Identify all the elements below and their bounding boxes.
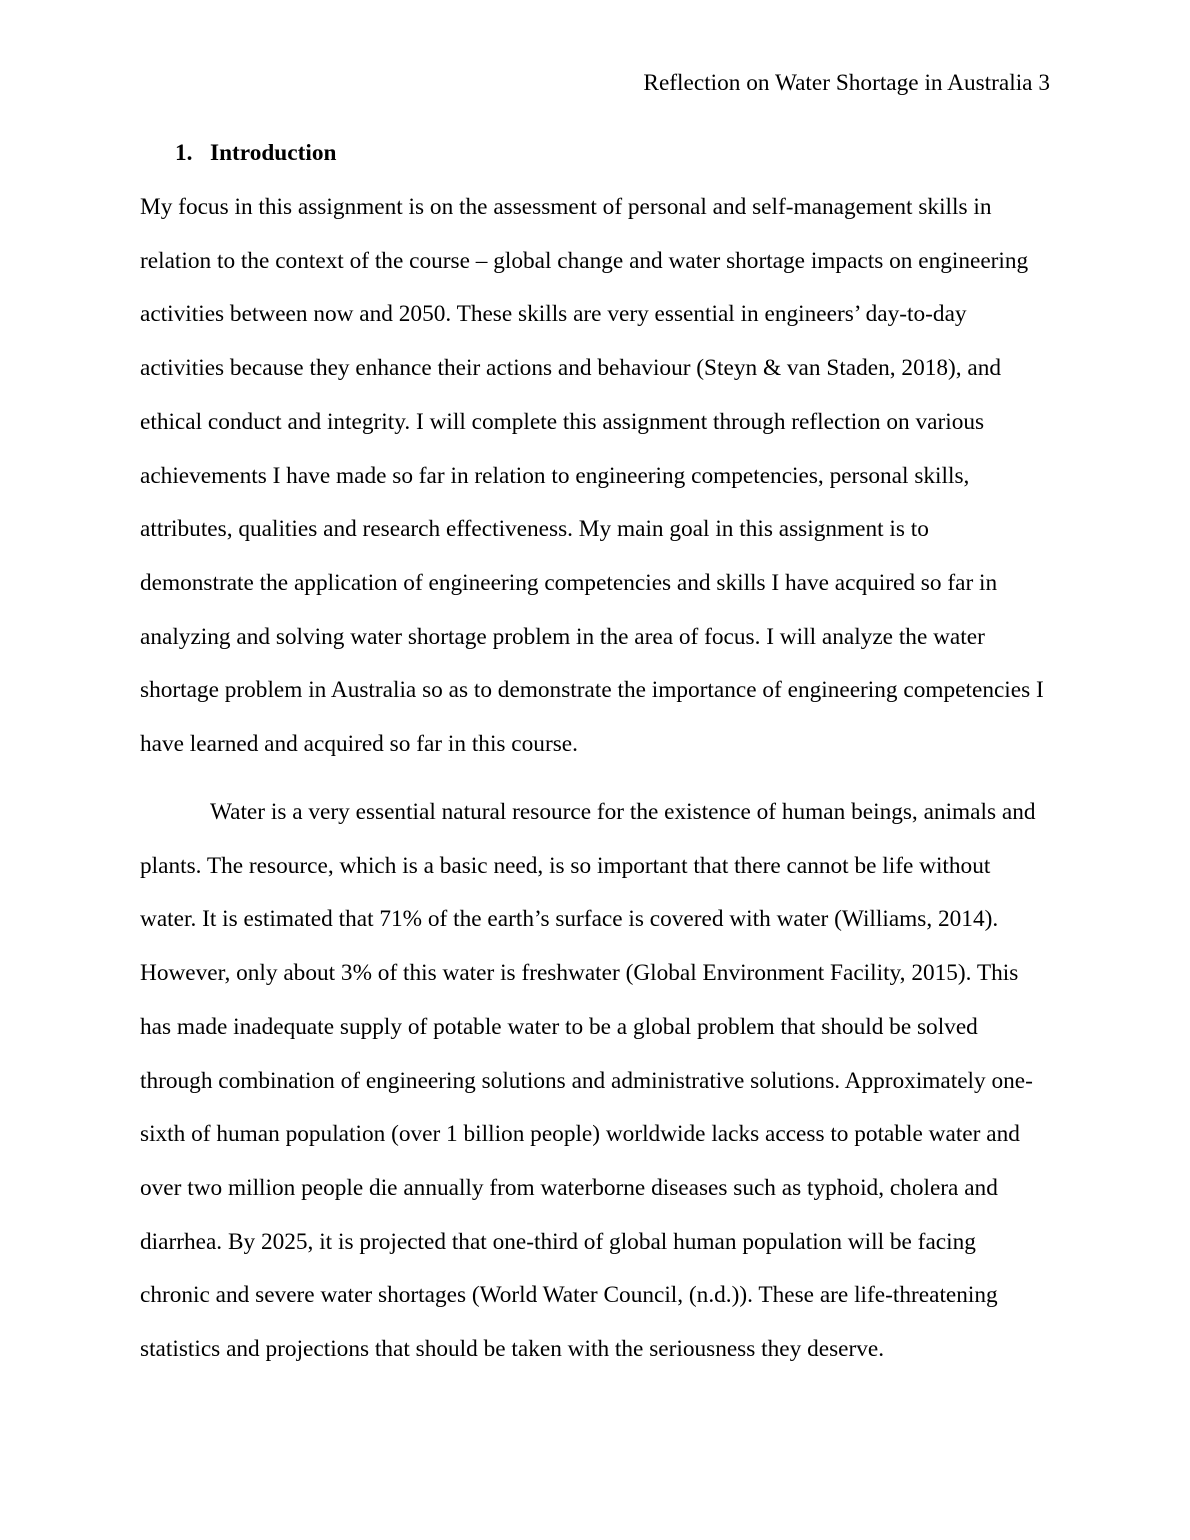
text-line: My focus in this assignment is on the assessment of personal and self-management skills in bbox=[140, 194, 992, 220]
text-line: activities between now and 2050. These skills are very essential in engineers’ day-to-day bbox=[140, 301, 967, 328]
text-line: water. It is estimated that 71% of the earth’s surface is covered with water (Williams, 2014). bbox=[140, 906, 999, 933]
text-line: plants. The resource, which is a basic need, is so important that there cannot be life without bbox=[140, 852, 991, 879]
running-head-title: Reflection on Water Shortage in Australia bbox=[643, 70, 1033, 96]
text-line: through combination of engineering solutions and administrative solutions. Approximately one- bbox=[140, 1067, 1033, 1094]
text-line: attributes, qualities and research effectiveness. My main goal in this assignment is to bbox=[140, 516, 929, 543]
section-title: Introduction bbox=[210, 140, 337, 166]
text-line: relation to the context of the course – global change and water shortage impacts on engineering bbox=[140, 247, 1029, 274]
text-line: ethical conduct and integrity. I will complete this assignment through reflection on various bbox=[140, 408, 985, 435]
text-line: over two million people die annually from waterborne diseases such as typhoid, cholera and bbox=[140, 1174, 998, 1201]
section-number: 1. bbox=[175, 140, 193, 166]
section-heading bbox=[175, 140, 336, 167]
text-line: shortage problem in Australia so as to demonstrate the importance of engineering competencies I bbox=[140, 677, 1044, 704]
paragraph-1 bbox=[140, 181, 1060, 772]
text-line: diarrhea. By 2025, it is projected that one-third of global human population will be facing bbox=[140, 1228, 976, 1255]
text-line: achievements I have made so far in relation to engineering competencies, personal skills, bbox=[140, 462, 970, 489]
text-line: chronic and severe water shortages (World Water Council, (n.d.)). These are life-threatening bbox=[140, 1282, 998, 1309]
running-header bbox=[643, 70, 1050, 97]
text-line: has made inadequate supply of potable water to be a global problem that should be solved bbox=[140, 1013, 978, 1040]
text-line: demonstrate the application of engineering competencies and skills I have acquired so far in bbox=[140, 569, 998, 596]
text-line: activities because they enhance their actions and behaviour (Steyn & van Staden, 2018), and bbox=[140, 355, 1002, 382]
text-line: sixth of human population (over 1 billion people) worldwide lacks access to potable water and bbox=[140, 1121, 1020, 1148]
text-line: have learned and acquired so far in this course. bbox=[140, 731, 578, 758]
paragraph-2 bbox=[140, 786, 1060, 1377]
text-line: analyzing and solving water shortage problem in the area of focus. I will analyze the water bbox=[140, 623, 985, 650]
text-line: However, only about 3% of this water is freshwater (Global Environment Facility, 2015). This bbox=[140, 960, 1019, 987]
page-number: 3 bbox=[1038, 70, 1050, 96]
text-line: statistics and projections that should be taken with the seriousness they deserve. bbox=[140, 1336, 885, 1363]
text-line: Water is a very essential natural resource for the existence of human beings, animals and bbox=[210, 799, 1036, 825]
